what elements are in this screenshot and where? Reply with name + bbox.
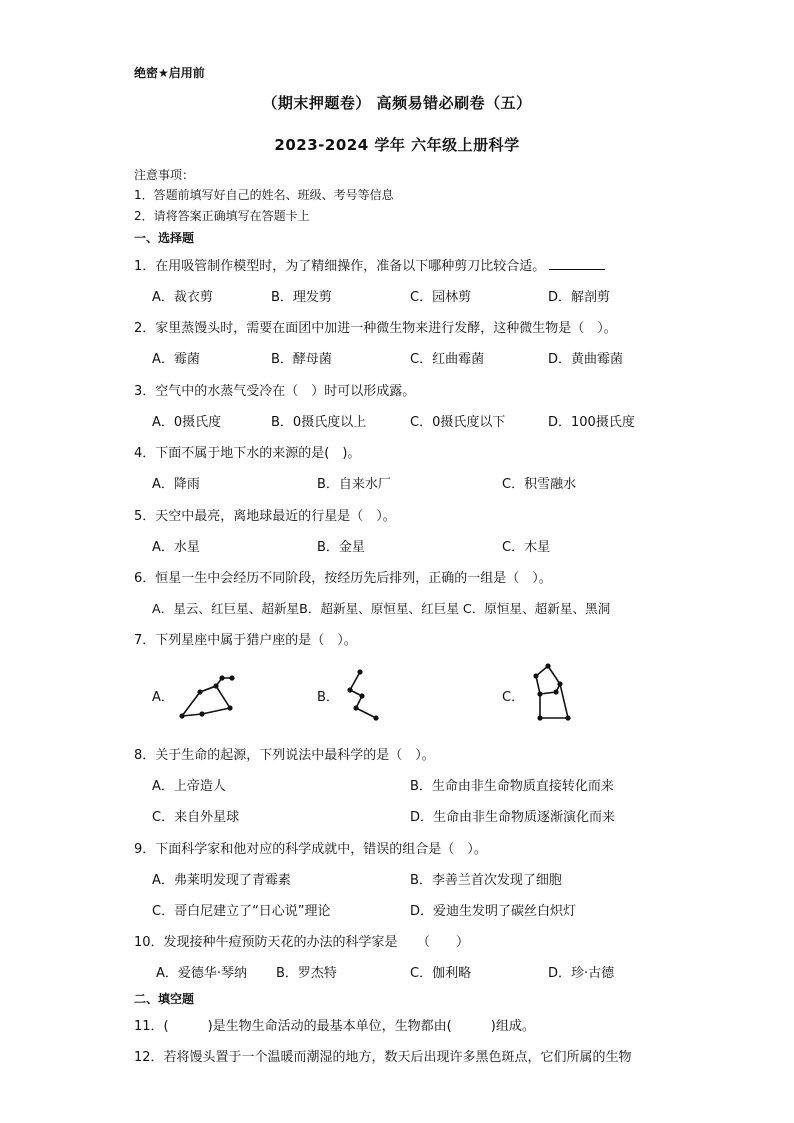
option[interactable]: A．弗莱明发现了青霉素 — [152, 873, 291, 888]
option[interactable]: D．生命由非生命物质逐渐演化而来 — [410, 810, 616, 825]
option[interactable]: A． — [152, 690, 174, 705]
question-stem — [134, 255, 605, 274]
option[interactable]: A．裁衣剪 — [152, 290, 213, 305]
question-stem: 3．空气中的水蒸气受冷在（ ）时可以形成露。 — [134, 384, 416, 399]
option[interactable]: B．0摄氏度以上 — [271, 415, 367, 430]
option[interactable]: D．黄曲霉菌 — [548, 352, 624, 367]
option[interactable]: C．红曲霉菌 — [410, 352, 485, 367]
question-stem: 2．家里蒸馒头时，需要在面团中加进一种微生物来进行发酵，这种微生物是（ ）。 — [134, 321, 617, 336]
question-stem: 9．下面科学家和他对应的科学成就中，错误的组合是（ ）。 — [134, 842, 487, 857]
exam-subtitle: 2023-2024 学年 六年级上册科学 — [274, 136, 520, 154]
option[interactable]: C．哥白尼建立了“日心说”理论 — [152, 904, 331, 919]
option[interactable]: D．解剖剪 — [548, 290, 611, 305]
option[interactable]: A．0摄氏度 — [152, 415, 222, 430]
constellation-line — [182, 686, 230, 716]
option[interactable]: B．自来水厂 — [317, 477, 391, 492]
option[interactable]: C．木星 — [502, 540, 551, 555]
question-stem: 11．( )是生物生命活动的最基本单位，生物都由( )组成。 — [134, 1019, 535, 1034]
notice-item: 2．请将答案正确填写在答题卡上 — [134, 209, 310, 223]
notice-heading: 注意事项： — [134, 168, 195, 182]
answer-blank[interactable] — [549, 257, 605, 270]
option[interactable]: C．伽利略 — [410, 966, 472, 981]
option[interactable]: B．金星 — [317, 540, 365, 555]
option[interactable]: A．霉菌 — [152, 352, 200, 367]
option[interactable]: B．酵母菌 — [271, 352, 332, 367]
notice-item: 1．答题前填写好自己的姓名、班级、考号等信息 — [134, 188, 394, 202]
question-stem: 12．若将馒头置于一个温暖而潮湿的地方，数天后出现许多黑色斑点，它们所属的生物 — [134, 1050, 632, 1065]
exam-title: （期末押题卷） 高频易错必刷卷（五） — [262, 94, 532, 112]
option[interactable]: A．星云、红巨星、超新星B．超新星、原恒星、红巨星 C．原恒星、超新星、黑洞 — [152, 601, 611, 616]
option[interactable]: B．理发剪 — [271, 290, 332, 305]
question-stem: 6．恒星一生中会经历不同阶段，按经历先后排列，正确的一组是（ ）。 — [134, 571, 552, 586]
constellation-line — [540, 684, 568, 718]
option[interactable]: A．爱德华·琴纳 — [156, 966, 248, 981]
option[interactable]: B．李善兰首次发现了细胞 — [410, 873, 562, 888]
question-stem: 4．下面不属于地下水的来源的是( )。 — [134, 446, 361, 461]
option[interactable]: C．0摄氏度以下 — [410, 415, 506, 430]
option[interactable]: C．积雪融水 — [502, 477, 577, 492]
constellation-a-figure[interactable] — [176, 666, 242, 722]
option[interactable]: C．来自外星球 — [152, 810, 240, 825]
section-heading-fill: 二、填空题 — [134, 992, 195, 1006]
confidential-label: 绝密★启用前 — [134, 66, 205, 80]
section-heading-choice: 一、选择题 — [134, 231, 195, 245]
option[interactable]: B． — [317, 690, 339, 705]
question-text: 1．在用吸管制作模型时，为了精细操作，准备以下哪种剪刀比较合适。 — [134, 259, 546, 274]
question-stem: 7．下列星座中属于猎户座的是（ ）。 — [134, 633, 357, 648]
option[interactable]: A．降雨 — [152, 477, 200, 492]
star-dots — [347, 669, 378, 720]
option[interactable]: B．生命由非生命物质直接转化而来 — [410, 779, 614, 794]
constellation-c-figure[interactable] — [526, 660, 574, 724]
question-stem: 10．发现接种牛痘预防天花的办法的科学家是 （ ） — [134, 935, 470, 950]
option[interactable]: D．100摄氏度 — [548, 415, 635, 430]
option[interactable]: C． — [502, 690, 525, 705]
constellation-b-figure[interactable] — [342, 668, 382, 724]
constellation-line — [182, 678, 232, 716]
option[interactable]: D．珍·古德 — [548, 966, 615, 981]
question-stem: 5．天空中最亮，离地球最近的行星是（ ）。 — [134, 509, 396, 524]
question-stem: 8．关于生命的起源，下列说法中最科学的是（ ）。 — [134, 748, 435, 763]
option[interactable]: A．水星 — [152, 540, 200, 555]
option[interactable]: B．罗杰特 — [276, 966, 337, 981]
option[interactable]: C．园林剪 — [410, 290, 472, 305]
option[interactable]: A．上帝造人 — [152, 779, 226, 794]
option[interactable]: D．爱迪生发明了碳丝白炽灯 — [410, 904, 577, 919]
